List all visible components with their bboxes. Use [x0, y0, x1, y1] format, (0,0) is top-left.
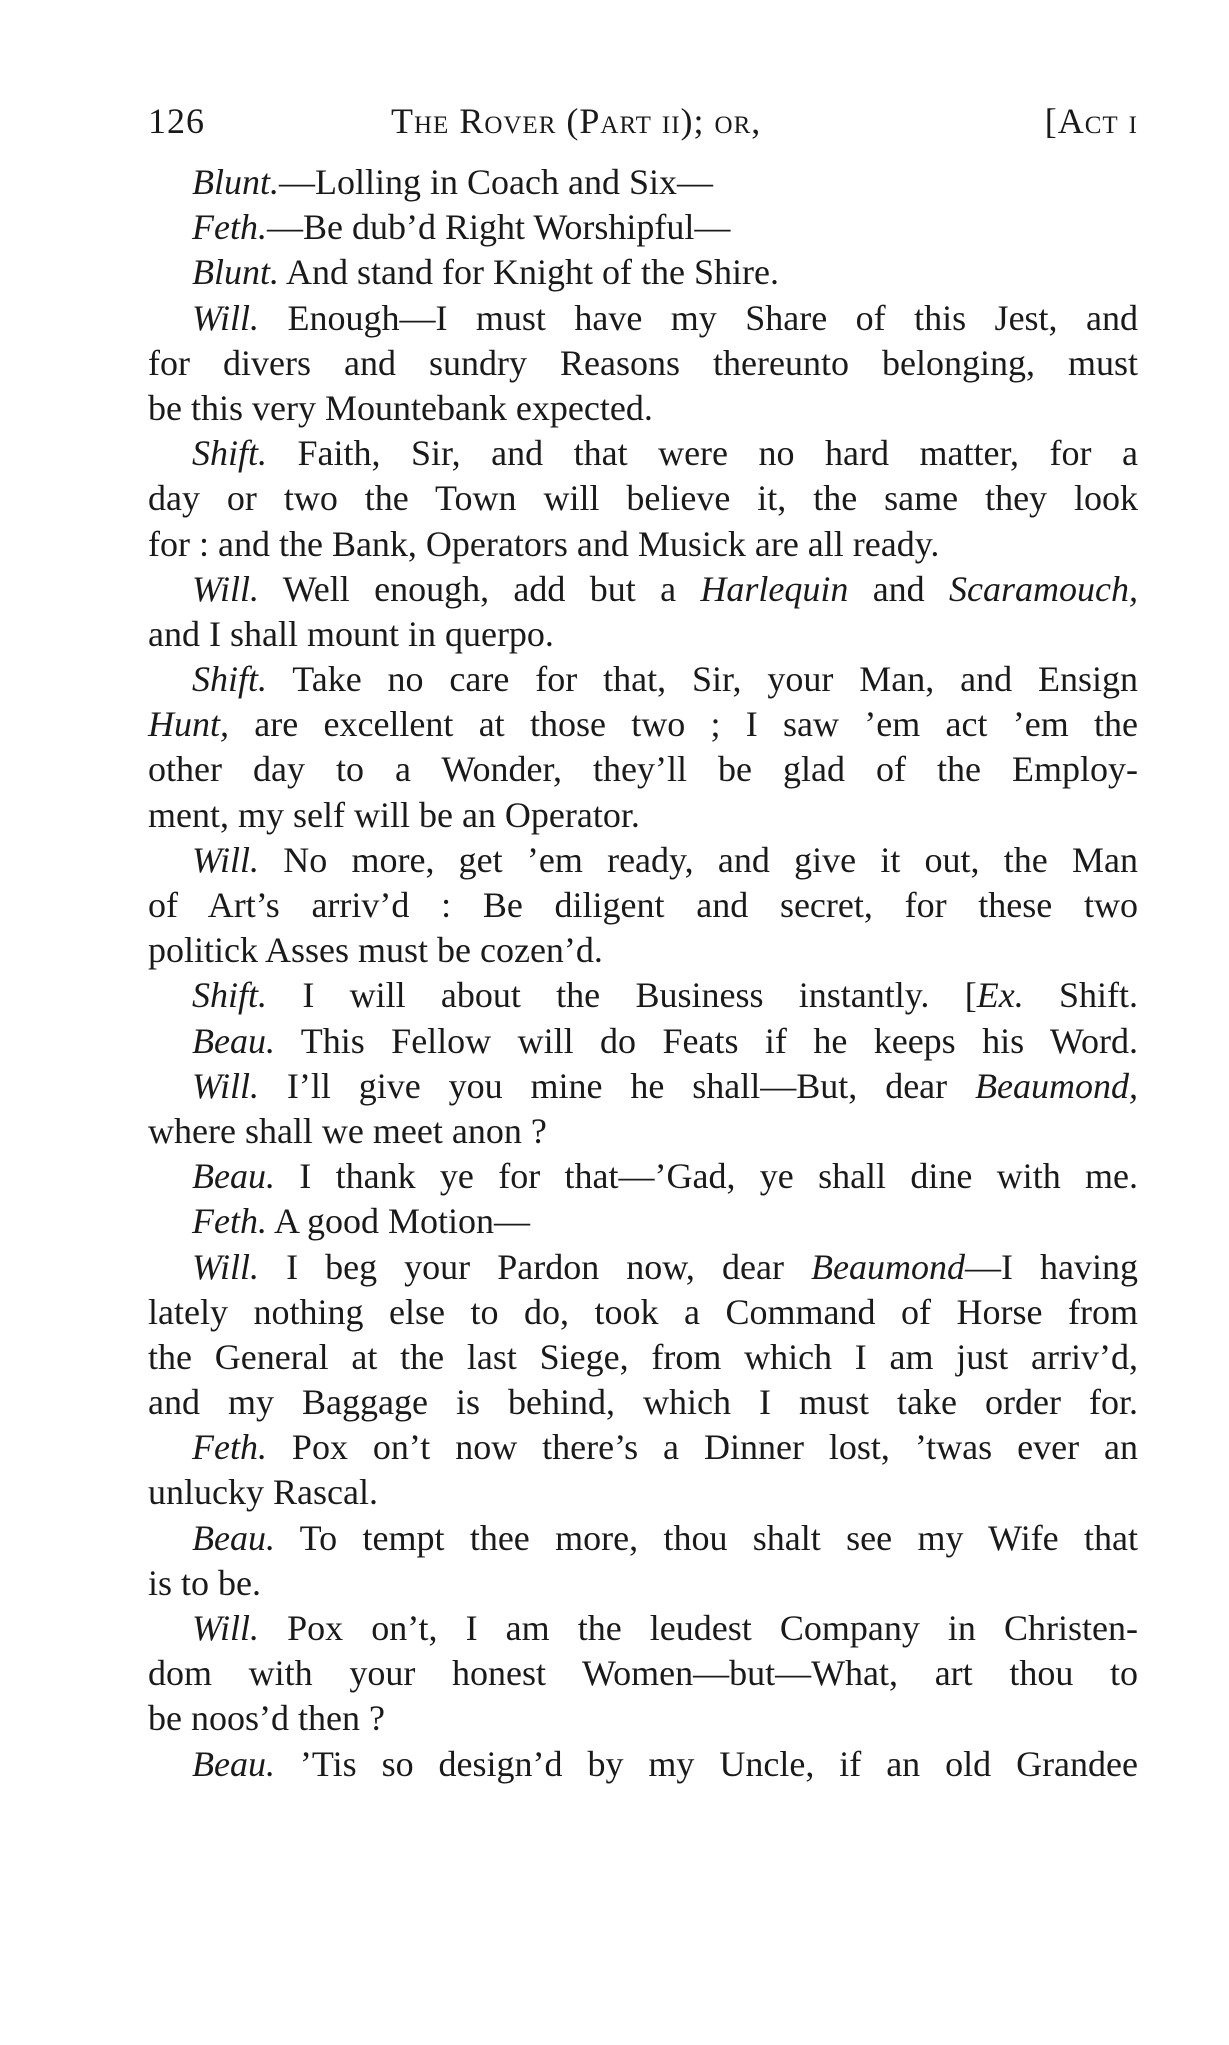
italic-text: Scaramouch, [949, 568, 1138, 609]
text-line [148, 1742, 1138, 1787]
speaker-name: Blunt. [192, 162, 279, 202]
line-text: where shall we meet anon ? [148, 1110, 547, 1151]
text-line [148, 476, 1138, 521]
speaker-name: Feth. [192, 1427, 267, 1468]
text-line [148, 657, 1138, 702]
line-text: other day to a Wonder, they’ll be glad of the Employ- [148, 749, 1138, 790]
speaker-name: Will. [192, 839, 260, 880]
text-line [148, 1651, 1138, 1696]
line-text: are excellent at those two ; I saw ’em act ’em the [229, 704, 1138, 745]
speaker-name: Shift. [192, 659, 268, 700]
text-line [148, 1290, 1138, 1335]
speaker-name: Will. [192, 568, 260, 609]
text-line [148, 1606, 1138, 1651]
text-line [148, 1245, 1138, 1290]
italic-text: Ex. [976, 975, 1024, 1016]
line-text: Shift. [1023, 975, 1138, 1016]
text-line [148, 1019, 1138, 1064]
text-line [148, 1109, 1138, 1154]
text-line [148, 1470, 1138, 1515]
text-line [148, 1561, 1138, 1606]
line-text: Well enough, add but a [259, 568, 701, 609]
line-text: for divers and sundry Reasons thereunto belonging, must [148, 342, 1138, 383]
line-text: day or two the Town will believe it, the same they look [148, 478, 1138, 519]
text-line [148, 431, 1138, 476]
text-line [148, 747, 1138, 792]
line-text: To tempt thee more, thou shalt see my Wife that [274, 1517, 1138, 1558]
speaker-name: Feth. [192, 207, 267, 248]
line-text: Enough—I must have my Share of this Jest, and [259, 297, 1138, 338]
text-line [148, 160, 1138, 205]
speaker-name: Beau. [192, 1156, 275, 1197]
line-text: is to be. [148, 1562, 261, 1603]
line-text: and I shall mount in querpo. [148, 613, 554, 654]
speaker-name: Shift. [192, 975, 268, 1016]
text-line [148, 205, 1138, 250]
line-text: ment, my self will be an Operator. [148, 794, 640, 835]
line-text: This Fellow will do Feats if he keeps his Word. [274, 1020, 1138, 1061]
line-text: ’Tis so design’d by my Uncle, if an old Grandee [274, 1743, 1138, 1784]
text-line [148, 702, 1138, 747]
line-text: Take no care for that, Sir, your Man, and Ensign [267, 659, 1138, 700]
text-body [148, 160, 1138, 1787]
italic-text: Beaumond, [975, 1065, 1138, 1106]
text-line [148, 341, 1138, 386]
line-text: the General at the last Siege, from which I am just arriv’d, [148, 1336, 1138, 1377]
speaker-name: Will. [192, 1608, 260, 1648]
text-line [148, 296, 1138, 341]
speaker-name: Beau. [192, 1743, 275, 1784]
text-line [148, 250, 1138, 295]
text-line [148, 838, 1138, 883]
text-line [148, 612, 1138, 657]
text-line [148, 1425, 1138, 1470]
line-text: of Art’s arriv’d : Be diligent and secret, for these two [148, 885, 1138, 925]
italic-text: Harlequin [700, 568, 849, 609]
text-line [148, 567, 1138, 612]
line-text: Pox on’t, I am the leudest Company in Christen- [259, 1608, 1138, 1648]
text-line [148, 1516, 1138, 1561]
line-text: —Be dub’d Right Worshipful— [266, 207, 731, 248]
line-text: and [848, 568, 950, 609]
italic-text: Beaumond [811, 1246, 965, 1287]
running-title: The Rover (Part ii); or, [391, 101, 762, 141]
line-text: A good Motion— [266, 1201, 531, 1242]
text-line [148, 1335, 1138, 1380]
line-text: —Lolling in Coach and Six— [279, 162, 713, 202]
line-text: —I having [964, 1246, 1138, 1287]
act-label: [Act i [1044, 101, 1138, 141]
text-line [148, 928, 1138, 973]
line-text: be noos’d then ? [148, 1698, 385, 1739]
line-text: lately nothing else to do, took a Command of Horse from [148, 1291, 1138, 1332]
text-line [148, 1154, 1138, 1199]
speaker-name: Blunt. [192, 252, 279, 293]
text-line [148, 973, 1138, 1018]
page [148, 100, 1138, 1787]
line-text: I’ll give you mine he shall—But, dear [259, 1065, 976, 1106]
italic-text: Hunt, [148, 704, 229, 745]
text-line [148, 1696, 1138, 1741]
speaker-name: Beau. [192, 1020, 275, 1061]
speaker-name: Beau. [192, 1517, 275, 1558]
line-text: I will about the Business instantly. [ [267, 975, 977, 1016]
line-text: politick Asses must be cozen’d. [148, 930, 603, 971]
line-text: Faith, Sir, and that were no hard matter, for a [267, 433, 1138, 474]
text-line [148, 1064, 1138, 1109]
text-line [148, 883, 1138, 928]
line-text: No more, get ’em ready, and give it out, the Man [259, 839, 1138, 880]
text-line [148, 1380, 1138, 1425]
line-text: unlucky Rascal. [148, 1472, 378, 1513]
text-line [148, 1199, 1138, 1244]
speaker-name: Will. [192, 297, 260, 338]
line-text: be this very Mountebank expected. [148, 387, 653, 428]
line-text: for : and the Bank, Operators and Musick are all ready. [148, 523, 940, 564]
text-line [148, 522, 1138, 567]
running-header [148, 100, 1138, 160]
speaker-name: Will. [192, 1065, 260, 1106]
line-text: dom with your honest Women—but—What, art thou to [148, 1653, 1138, 1694]
text-line [148, 793, 1138, 838]
line-text: and my Baggage is behind, which I must take order for. [148, 1382, 1138, 1423]
speaker-name: Shift. [192, 433, 268, 474]
page-number: 126 [148, 101, 205, 141]
line-text: Pox on’t now there’s a Dinner lost, ’twas ever an [266, 1427, 1138, 1468]
line-text: And stand for Knight of the Shire. [279, 252, 779, 293]
speaker-name: Feth. [192, 1201, 267, 1242]
line-text: I thank ye for that—’Gad, ye shall dine with me. [274, 1156, 1138, 1197]
speaker-name: Will. [192, 1246, 260, 1287]
text-line [148, 386, 1138, 431]
line-text: I beg your Pardon now, dear [259, 1246, 811, 1287]
